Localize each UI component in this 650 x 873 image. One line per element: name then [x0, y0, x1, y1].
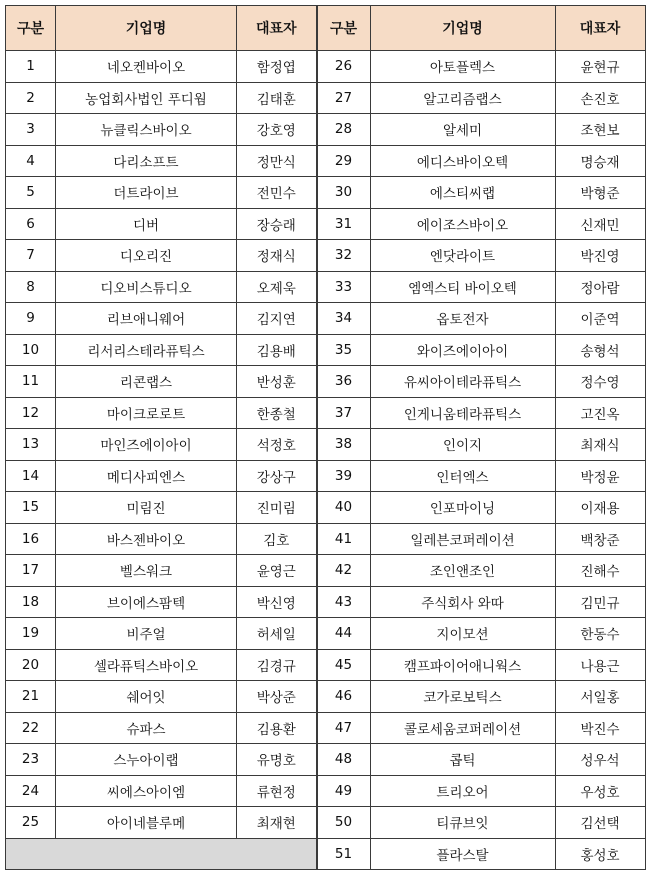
table-row — [317, 744, 645, 776]
row-number: 24 — [6, 775, 56, 807]
company-name: 에디스바이오텍 — [370, 145, 555, 177]
table-row — [317, 82, 645, 114]
ceo-name: 이재용 — [555, 492, 645, 524]
company-name: 농업회사법인 푸디웜 — [56, 82, 237, 114]
company-name: 에스티씨랩 — [370, 177, 555, 209]
header-ceo: 대표자 — [555, 6, 645, 51]
ceo-name: 강상구 — [237, 460, 317, 492]
ceo-name: 김호 — [237, 523, 317, 555]
company-name: 콥틱 — [370, 744, 555, 776]
ceo-name: 백창준 — [555, 523, 645, 555]
table-body-right — [317, 51, 645, 870]
header-company: 기업명 — [370, 6, 555, 51]
ceo-name: 나용근 — [555, 649, 645, 681]
table-row — [317, 775, 645, 807]
company-name: 조인앤조인 — [370, 555, 555, 587]
ceo-name: 최재식 — [555, 429, 645, 461]
company-name: 비주얼 — [56, 618, 237, 650]
company-name: 더트라이브 — [56, 177, 237, 209]
table-row — [317, 177, 645, 209]
table-row — [317, 114, 645, 146]
company-name: 디오리진 — [56, 240, 237, 272]
ceo-name: 김용환 — [237, 712, 317, 744]
table-row — [317, 208, 645, 240]
table-row — [317, 51, 645, 83]
ceo-name: 박신영 — [237, 586, 317, 618]
table-row — [317, 838, 645, 870]
ceo-name: 김경규 — [237, 649, 317, 681]
table-row — [317, 681, 645, 713]
header-company: 기업명 — [56, 6, 237, 51]
table-row — [317, 271, 645, 303]
table-row — [6, 775, 317, 807]
company-name: 다리소프트 — [56, 145, 237, 177]
ceo-name: 한종철 — [237, 397, 317, 429]
table-row — [317, 807, 645, 839]
table-row — [317, 397, 645, 429]
table-row — [6, 492, 317, 524]
ceo-name: 반성훈 — [237, 366, 317, 398]
company-name: 쉐어잇 — [56, 681, 237, 713]
row-number: 9 — [6, 303, 56, 335]
row-number: 38 — [317, 429, 370, 461]
ceo-name: 김선택 — [555, 807, 645, 839]
ceo-name: 최재현 — [237, 807, 317, 839]
company-name: 콜로세움코퍼레이션 — [370, 712, 555, 744]
ceo-name: 고진옥 — [555, 397, 645, 429]
row-number: 25 — [6, 807, 56, 839]
company-name: 리콘랩스 — [56, 366, 237, 398]
row-number: 10 — [6, 334, 56, 366]
row-number: 18 — [6, 586, 56, 618]
ceo-name: 우성호 — [555, 775, 645, 807]
ceo-name: 진해수 — [555, 555, 645, 587]
ceo-name: 김용배 — [237, 334, 317, 366]
company-name: 브이에스팜텍 — [56, 586, 237, 618]
table-row — [317, 366, 645, 398]
ceo-name: 강호영 — [237, 114, 317, 146]
row-number: 48 — [317, 744, 370, 776]
row-number: 33 — [317, 271, 370, 303]
row-number: 4 — [6, 145, 56, 177]
ceo-name: 명승재 — [555, 145, 645, 177]
ceo-name: 홍성호 — [555, 838, 645, 870]
row-number: 20 — [6, 649, 56, 681]
company-name: 주식회사 와따 — [370, 586, 555, 618]
table-row — [6, 334, 317, 366]
table-row — [317, 618, 645, 650]
table-row — [317, 460, 645, 492]
row-number: 5 — [6, 177, 56, 209]
company-name: 셀라퓨틱스바이오 — [56, 649, 237, 681]
table-row — [6, 460, 317, 492]
header-no: 구분 — [317, 6, 370, 51]
company-table-left — [5, 5, 318, 870]
table-row — [6, 177, 317, 209]
table-row — [6, 240, 317, 272]
row-number: 16 — [6, 523, 56, 555]
table-row — [317, 429, 645, 461]
company-name: 인포마이닝 — [370, 492, 555, 524]
company-name: 메디사피엔스 — [56, 460, 237, 492]
company-name: 알세미 — [370, 114, 555, 146]
ceo-name: 윤현규 — [555, 51, 645, 83]
table-row — [6, 586, 317, 618]
ceo-name: 윤영근 — [237, 555, 317, 587]
row-number: 36 — [317, 366, 370, 398]
ceo-name: 오제욱 — [237, 271, 317, 303]
table-row — [6, 145, 317, 177]
row-number: 29 — [317, 145, 370, 177]
ceo-name: 송형석 — [555, 334, 645, 366]
table-row — [317, 555, 645, 587]
row-number: 13 — [6, 429, 56, 461]
row-number: 23 — [6, 744, 56, 776]
table-row — [6, 523, 317, 555]
empty-row — [6, 838, 317, 870]
ceo-name: 함정엽 — [237, 51, 317, 83]
ceo-name: 석정호 — [237, 429, 317, 461]
ceo-name: 손진호 — [555, 82, 645, 114]
row-number: 19 — [6, 618, 56, 650]
ceo-name: 허세일 — [237, 618, 317, 650]
company-name: 스누아이랩 — [56, 744, 237, 776]
table-row — [6, 681, 317, 713]
company-name: 옵토전자 — [370, 303, 555, 335]
company-name: 코가로보틱스 — [370, 681, 555, 713]
table-row — [6, 712, 317, 744]
table-row — [6, 366, 317, 398]
company-name: 아이네블루메 — [56, 807, 237, 839]
ceo-name: 정아람 — [555, 271, 645, 303]
row-number: 51 — [317, 838, 370, 870]
table-row — [317, 586, 645, 618]
company-name: 엠엑스티 바이오텍 — [370, 271, 555, 303]
company-name: 리서리스테라퓨틱스 — [56, 334, 237, 366]
header-row — [6, 6, 317, 51]
company-name: 와이즈에이아이 — [370, 334, 555, 366]
row-number: 22 — [6, 712, 56, 744]
company-name: 인게니움테라퓨틱스 — [370, 397, 555, 429]
company-name: 인이지 — [370, 429, 555, 461]
company-table-right — [317, 5, 646, 870]
company-name: 유씨아이테라퓨틱스 — [370, 366, 555, 398]
company-name: 디오비스튜디오 — [56, 271, 237, 303]
company-name: 리브애니웨어 — [56, 303, 237, 335]
company-name: 벨스워크 — [56, 555, 237, 587]
company-name: 에이조스바이오 — [370, 208, 555, 240]
ceo-name: 정만식 — [237, 145, 317, 177]
row-number: 39 — [317, 460, 370, 492]
row-number: 44 — [317, 618, 370, 650]
ceo-name: 정재식 — [237, 240, 317, 272]
row-number: 49 — [317, 775, 370, 807]
table-row — [6, 114, 317, 146]
row-number: 1 — [6, 51, 56, 83]
row-number: 11 — [6, 366, 56, 398]
table-row — [6, 649, 317, 681]
ceo-name: 류현정 — [237, 775, 317, 807]
table-row — [317, 712, 645, 744]
header-no: 구분 — [6, 6, 56, 51]
row-number: 14 — [6, 460, 56, 492]
company-name: 아토플렉스 — [370, 51, 555, 83]
company-name: 트리오어 — [370, 775, 555, 807]
company-name: 디버 — [56, 208, 237, 240]
table-row — [6, 397, 317, 429]
ceo-name: 박진영 — [555, 240, 645, 272]
table-body-left — [6, 51, 317, 870]
row-number: 42 — [317, 555, 370, 587]
row-number: 21 — [6, 681, 56, 713]
company-name: 씨에스아이엠 — [56, 775, 237, 807]
table-row — [6, 744, 317, 776]
ceo-name: 박정윤 — [555, 460, 645, 492]
row-number: 34 — [317, 303, 370, 335]
ceo-name: 정수영 — [555, 366, 645, 398]
company-name: 엔닷라이트 — [370, 240, 555, 272]
table-row — [6, 51, 317, 83]
company-name: 슈파스 — [56, 712, 237, 744]
table-row — [317, 145, 645, 177]
row-number: 2 — [6, 82, 56, 114]
row-number: 8 — [6, 271, 56, 303]
row-number: 35 — [317, 334, 370, 366]
company-name: 캠프파이어애니웍스 — [370, 649, 555, 681]
ceo-name: 성우석 — [555, 744, 645, 776]
company-name: 플라스탈 — [370, 838, 555, 870]
ceo-name: 박진수 — [555, 712, 645, 744]
row-number: 26 — [317, 51, 370, 83]
ceo-name: 서일홍 — [555, 681, 645, 713]
row-number: 3 — [6, 114, 56, 146]
ceo-name: 김민규 — [555, 586, 645, 618]
ceo-name: 유명호 — [237, 744, 317, 776]
table-row — [317, 649, 645, 681]
row-number: 17 — [6, 555, 56, 587]
row-number: 32 — [317, 240, 370, 272]
ceo-name: 박상준 — [237, 681, 317, 713]
company-name: 뉴클릭스바이오 — [56, 114, 237, 146]
ceo-name: 진미림 — [237, 492, 317, 524]
table-row — [317, 240, 645, 272]
row-number: 45 — [317, 649, 370, 681]
company-list-tables — [5, 5, 646, 870]
row-number: 50 — [317, 807, 370, 839]
row-number: 28 — [317, 114, 370, 146]
row-number: 40 — [317, 492, 370, 524]
company-name: 네오켄바이오 — [56, 51, 237, 83]
row-number: 12 — [6, 397, 56, 429]
table-row — [317, 303, 645, 335]
row-number: 6 — [6, 208, 56, 240]
ceo-name: 전민수 — [237, 177, 317, 209]
company-name: 마이크로로트 — [56, 397, 237, 429]
row-number: 30 — [317, 177, 370, 209]
ceo-name: 장승래 — [237, 208, 317, 240]
company-name: 인터엑스 — [370, 460, 555, 492]
row-number: 41 — [317, 523, 370, 555]
ceo-name: 신재민 — [555, 208, 645, 240]
ceo-name: 김태훈 — [237, 82, 317, 114]
row-number: 46 — [317, 681, 370, 713]
row-number: 7 — [6, 240, 56, 272]
company-name: 바스젠바이오 — [56, 523, 237, 555]
table-row — [6, 618, 317, 650]
ceo-name: 이준역 — [555, 303, 645, 335]
table-row — [6, 807, 317, 839]
company-name: 일레븐코퍼레이션 — [370, 523, 555, 555]
table-row — [6, 555, 317, 587]
company-name: 미림진 — [56, 492, 237, 524]
company-name: 알고리즘랩스 — [370, 82, 555, 114]
row-number: 47 — [317, 712, 370, 744]
ceo-name: 김지연 — [237, 303, 317, 335]
table-row — [6, 271, 317, 303]
table-row — [6, 82, 317, 114]
table-row — [317, 492, 645, 524]
row-number: 27 — [317, 82, 370, 114]
row-number: 15 — [6, 492, 56, 524]
company-name: 티큐브잇 — [370, 807, 555, 839]
table-row — [6, 303, 317, 335]
ceo-name: 조현보 — [555, 114, 645, 146]
row-number: 31 — [317, 208, 370, 240]
ceo-name: 한동수 — [555, 618, 645, 650]
header-row — [317, 6, 645, 51]
ceo-name: 박형준 — [555, 177, 645, 209]
table-row — [6, 429, 317, 461]
table-row — [6, 208, 317, 240]
row-number: 43 — [317, 586, 370, 618]
company-name: 마인즈에이아이 — [56, 429, 237, 461]
empty-cell — [6, 838, 317, 870]
table-row — [317, 334, 645, 366]
row-number: 37 — [317, 397, 370, 429]
company-name: 지이모션 — [370, 618, 555, 650]
header-ceo: 대표자 — [237, 6, 317, 51]
table-row — [317, 523, 645, 555]
